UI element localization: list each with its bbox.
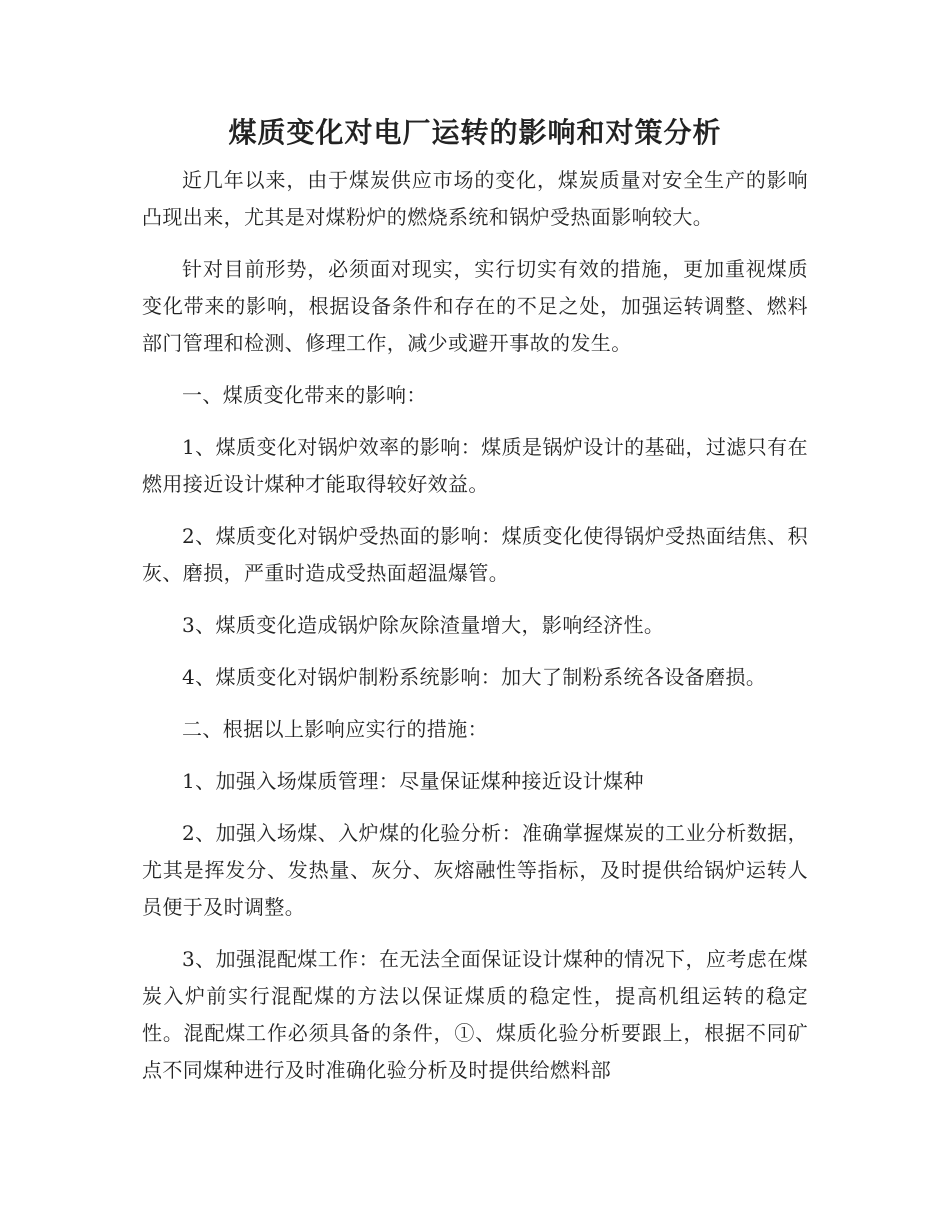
paragraph-impact-ash-removal: 3、煤质变化造成锅炉除灰除渣量增大，影响经济性。 xyxy=(182,613,665,637)
paragraph-measure-lab-analysis: 2、加强入场煤、入炉煤的化验分析：准确掌握煤炭的工业分析数据，尤其是挥发分、发热量、灰分、灰熔融性等指标，及时提供给锅炉运转人员便于及时调整。 xyxy=(142,821,808,919)
paragraph-impact-efficiency: 1、煤质变化对锅炉效率的影响：煤质是锅炉设计的基础，过滤只有在燃用接近设计煤种才能取得较好效益。 xyxy=(142,435,808,496)
section-heading-impacts: 一、煤质变化带来的影响： xyxy=(182,383,427,407)
paragraph-impact-pulverizing-system: 4、煤质变化对锅炉制粉系统影响：加大了制粉系统各设备磨损。 xyxy=(182,665,767,689)
paragraph-measure-coal-management: 1、加强入场煤质管理：尽量保证煤种接近设计煤种 xyxy=(182,769,644,793)
document-title: 煤质变化对电厂运转的影响和对策分析 xyxy=(228,116,722,149)
document-body xyxy=(142,112,808,1089)
paragraph-countermeasures-overview: 针对目前形势，必须面对现实，实行切实有效的措施，更加重视煤质变化带来的影响，根据设备条件和存在的不足之处，加强运转调整、燃料部门管理和检测、修理工作，减少或避开事故的发生。 xyxy=(142,257,808,355)
section-heading-measures: 二、根据以上影响应实行的措施： xyxy=(182,717,488,741)
paragraph-impact-heating-surface: 2、煤质变化对锅炉受热面的影响：煤质变化使得锅炉受热面结焦、积灰、磨损，严重时造成受热面超温爆管。 xyxy=(142,524,808,585)
paragraph-measure-coal-blending: 3、加强混配煤工作：在无法全面保证设计煤种的情况下，应考虑在煤炭入炉前实行混配煤的方法以保证煤质的稳定性，提高机组运转的稳定性。混配煤工作必须具备的条件，①、煤质化验分析要跟上，根据不同矿点不同煤种进行及时准确化验分析及时提供给燃料部 xyxy=(142,947,808,1082)
paragraph-intro: 近几年以来，由于煤炭供应市场的变化，煤炭质量对安全生产的影响凸现出来，尤其是对煤粉炉的燃烧系统和锅炉受热面影响较大。 xyxy=(142,168,808,229)
